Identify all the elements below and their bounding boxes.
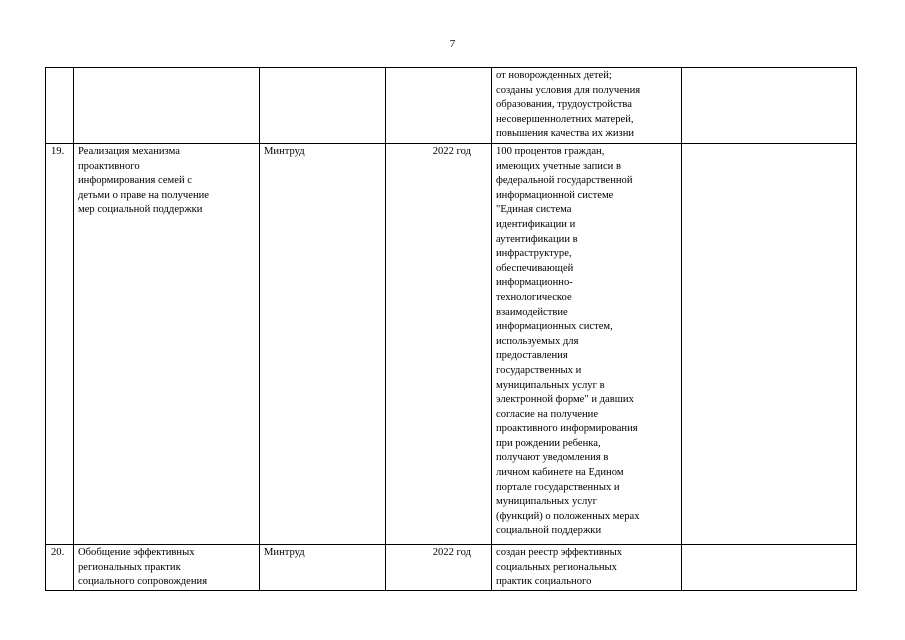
result-line: личном кабинете на Едином bbox=[496, 467, 624, 479]
measure-line: Обобщение эффективных bbox=[78, 547, 195, 558]
executor-cell bbox=[260, 68, 386, 144]
result-line: взаимодействие bbox=[496, 306, 568, 318]
measure-cell bbox=[74, 68, 260, 144]
measure-line: детьми о праве на получение bbox=[78, 189, 209, 201]
page-number: 7 bbox=[449, 38, 456, 50]
result-line: несовершеннолетних матерей, bbox=[496, 113, 634, 125]
result-line: получают уведомления в bbox=[496, 452, 609, 464]
result-line: портале государственных и bbox=[496, 481, 620, 493]
result-cell bbox=[492, 144, 682, 545]
result-line: используемых для bbox=[496, 335, 579, 347]
result-line: муниципальных услуг в bbox=[496, 379, 605, 391]
note-cell bbox=[682, 144, 857, 545]
result-cell bbox=[492, 545, 682, 591]
result-line: инфраструктуре, bbox=[496, 248, 572, 260]
result-line: информационно- bbox=[496, 277, 573, 289]
result-line: согласие на получение bbox=[496, 408, 599, 420]
table-row bbox=[46, 545, 857, 591]
row-number: 20. bbox=[46, 545, 74, 591]
executor-cell: Минтруд bbox=[260, 144, 386, 545]
result-line: обеспечивающей bbox=[496, 262, 574, 274]
result-line: идентификации и bbox=[496, 218, 576, 230]
result-line: при рождении ребенка, bbox=[496, 437, 601, 449]
executor-cell: Минтруд bbox=[260, 545, 386, 591]
measure-line: проактивного bbox=[78, 160, 140, 172]
note-cell bbox=[682, 68, 857, 144]
result-cell bbox=[492, 68, 682, 144]
result-line: проактивного информирования bbox=[496, 423, 638, 435]
measure-cell bbox=[74, 545, 260, 591]
result-line: от новорожденных детей; bbox=[496, 70, 612, 81]
note-cell bbox=[682, 545, 857, 591]
result-line: повышения качества их жизни bbox=[496, 128, 635, 140]
deadline-cell bbox=[386, 68, 492, 144]
result-line: социальной поддержки bbox=[496, 525, 602, 537]
result-line: информационной системе bbox=[496, 189, 614, 201]
result-line: технологическое bbox=[496, 291, 572, 303]
result-line: образования, трудоустройства bbox=[496, 99, 632, 111]
result-line: имеющих учетные записи в bbox=[496, 160, 621, 172]
result-line: аутентификации в bbox=[496, 233, 578, 245]
measures-table bbox=[45, 67, 857, 591]
deadline-cell: 2022 год bbox=[386, 545, 492, 591]
result-line: "Единая система bbox=[496, 204, 572, 216]
result-line: информационных систем, bbox=[496, 321, 613, 333]
result-line: федеральной государственной bbox=[496, 175, 633, 187]
result-line: государственных и bbox=[496, 364, 582, 376]
result-line: предоставления bbox=[496, 350, 568, 362]
result-line: муниципальных услуг bbox=[496, 496, 597, 508]
measure-line: региональных практик bbox=[78, 561, 181, 573]
result-line: электронной форме" и давших bbox=[496, 394, 634, 406]
table-row bbox=[46, 68, 857, 144]
measure-line: мер социальной поддержки bbox=[78, 204, 203, 216]
result-line: 100 процентов граждан, bbox=[496, 146, 605, 157]
row-number bbox=[46, 68, 74, 144]
measure-line: социального сопровождения bbox=[78, 576, 208, 588]
measure-line: информирования семей с bbox=[78, 175, 192, 187]
result-line: практик социального bbox=[496, 576, 592, 588]
row-number: 19. bbox=[46, 144, 74, 545]
result-line: (функций) о положенных мерах bbox=[496, 510, 640, 522]
measure-line: Реализация механизма bbox=[78, 146, 180, 157]
result-line: социальных региональных bbox=[496, 561, 617, 573]
deadline-cell: 2022 год bbox=[386, 144, 492, 545]
result-line: созданы условия для получения bbox=[496, 84, 641, 96]
measure-cell bbox=[74, 144, 260, 545]
table-row bbox=[46, 144, 857, 545]
result-line: создан реестр эффективных bbox=[496, 547, 623, 558]
